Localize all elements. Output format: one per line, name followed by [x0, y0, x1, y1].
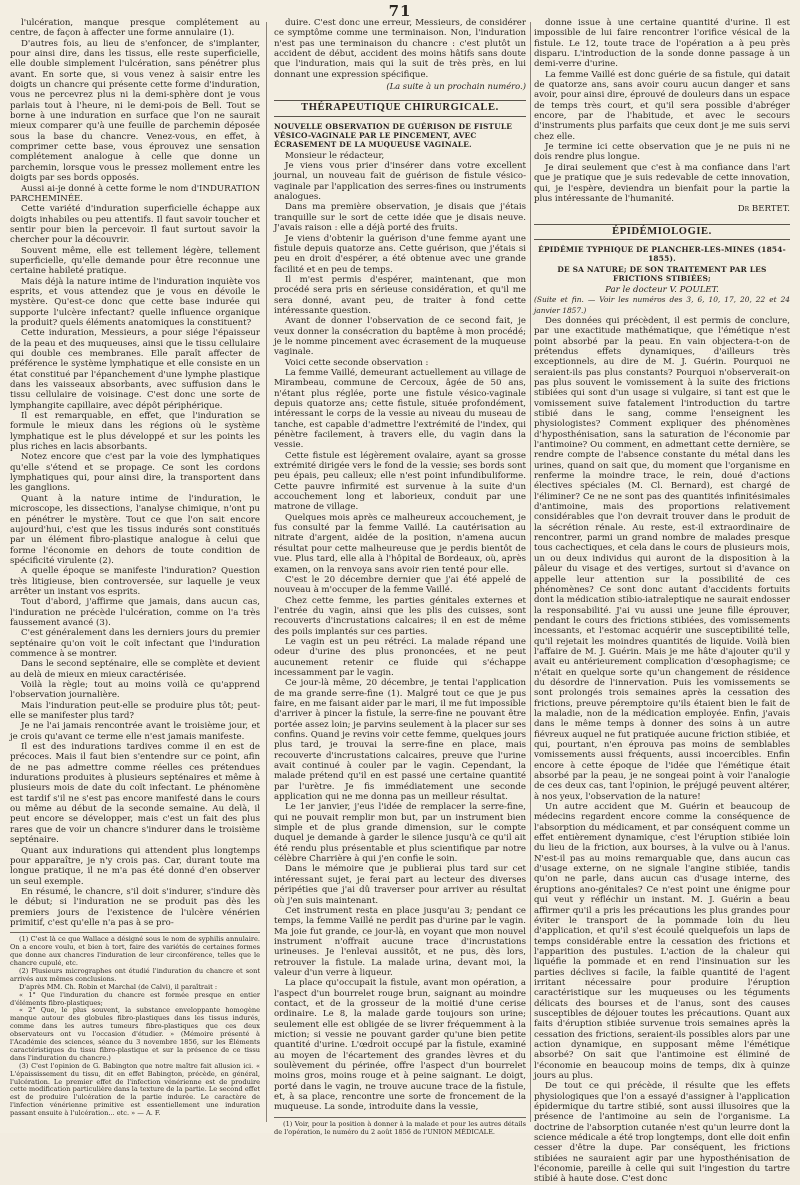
paragraph: Je viens vous prier d'insérer dans votre excellent journal, un nouveau fait de guérison de fistule vésico-vaginale par l'application des serres-fines ou instruments analogues.	[274, 161, 526, 203]
paragraph: Souvent même, elle est tellement légère, tellement superficielle, qu'elle demande pour être reconnue une certaine habileté pratique.	[10, 245, 260, 277]
paragraph: Tout d'abord, j'affirme que jamais, dans aucun cas, l'induration ne précède l'ulcération, comme on l'a très faussement avancé (3).	[10, 597, 260, 628]
footnote: (1) C'est là ce que Wallace a désigné sous le nom de syphilis annulaire. On a encore voulu, et bien à tort, faire des variétés de certaines formes que donne aux chancres l'induration de leur circonférence, telles que le chancre cupulé, etc.	[10, 935, 260, 967]
paragraph: C'est généralement dans les derniers jours du premier septénaire qu'on voit le coït infectant que l'induration commence à se montrer.	[10, 628, 260, 659]
paragraph: Dans le second septénaire, elle se complète et devient au delà de mieux en mieux caractérisée.	[10, 659, 260, 680]
article-byline: Par le docteur V. POULET.	[605, 284, 719, 295]
paragraph: La femme Vaillé est donc guérie de sa fistule, qui datait de quatorze ans, sans avoir couru aucun danger et sans avoir, pour ainsi dire, éprouvé de douleurs dans un espace de temps très court, et qu'il sera possible d'abréger encore, par de l'habitude, et avec le secours d'instruments plus parfaits que ceux dont je me suis servi chez elle.	[534, 69, 790, 142]
footnote: « 2° Que, le plus souvent, la substance enveloppante homogène manque autour des globules fibro-plastiques dans les tissus indurés, comme dans les autres tumeurs fibro-plastiques que ces deux observateurs ont vu l'occasion d'étudier. » (Mémoire présenté à l'Académie des sciences, séance du 3 novembre 1856, sur les Éléments caractéristiques du tissu fibro-plastique et sur la présence de ce tissu dans l'induration du chancre.)	[10, 1006, 260, 1062]
footnote: (3) C'est l'opinion de G. Babington que notre maître fait allusion ici. « L'épaississement du tissu, dit en effet Babington, précède, en général, l'ulcération. Le premier effet de l'infection vénérienne est de produire cette modification particulière dans la texture de la partie. Le second effet est de produire l'ulcération de la partie indurée. Le caractère de l'infection vénérienne primitive est essentiellement une induration passant ensuite à l'ulcération... etc. » — A. F.	[10, 1061, 260, 1118]
continued-paragraph: duire. C'est donc une erreur, Messieurs, de considérer ce symptôme comme une terminaison. Non, l'induration n'est pas une terminaison du chancre : c'est plutôt un accident de début, accident des moins hâtifs sans doute que l'induration, mais qui la suit de très près, en lui donnant une expression spécifique.	[274, 18, 526, 80]
col1-footnotes	[10, 936, 260, 1118]
paragraph: l'ulcération, manque presque complétement au centre, de façon à affecter une forme annulaire (1).	[10, 18, 260, 39]
to-be-continued-note: (La suite à un prochain numéro.)	[386, 81, 526, 92]
paragraph: Quant aux indurations qui attendent plus longtemps pour apparaître, je n'y crois pas. Car, durant toute ma longue pratique, il ne m'a pas été donné d'en observer un seul exemple.	[10, 845, 260, 887]
footnote-rule	[10, 932, 260, 933]
column-middle	[274, 18, 526, 1136]
article-subtitle: DE SA NATURE; DE SON TRAITEMENT PAR LES FRICTIONS STIBIÉES;	[557, 264, 767, 283]
paragraph: Je viens d'obtenir la guérison d'une femme ayant une fistule depuis quatorze ans. Cette guérison, que j'étais si peu en droit d'espérer, a été obtenue avec une grande facilité et en peu de temps.	[274, 233, 526, 275]
paragraph: La femme Vaillé, demeurant actuellement au village de Mirambeau, commune de Cercoux, âgée de 50 ans, n'étant plus réglée, porte une fistule vésico-vaginale depuis quatorze ans; cette fistule, située profondément, intéressant le corps de la vessie au niveau du museau de tanche, est capable d'admettre l'extrémité de l'index, qui pénètre facilement, à travers elle, du vagin dans la vessie.	[274, 367, 526, 451]
paragraph: Le vagin est un peu rétréci. La malade répand une odeur d'urine des plus prononcées, et ne peut aucunement retenir ce fluide qui s'échappe incessamment par le vagin.	[274, 636, 526, 678]
paragraph: C'est le 20 décembre dernier que j'ai été appelé de nouveau à m'occuper de la femme Vaillé.	[274, 574, 526, 596]
paragraph: Avant de donner l'observation de ce second fait, je veux donner la consécration du baptême à mon procédé; je le nomme pincement avec écrasement de la muqueuse vaginale.	[274, 316, 526, 358]
column-right	[534, 18, 790, 1185]
paragraph: Cette fistule est légèrement ovalaire, ayant sa grosse extrémité dirigée vers le fond de la vessie; ses bords sont peu épais, peu calleux; elle n'est point infundibuliforme. Cette pauvre infirmité est survenue à la suite d'un accouchement long et laborieux, conduit par une matrone de village.	[274, 450, 526, 513]
paragraph: Quelques mois après ce malheureux accouchement, je fus consulté par la femme Vaillé. La cautérisation au nitrate d'argent, aidée de la position, n'amena aucun résultat pour cette malheureuse que je perdis bientôt de vue. Plus tard, elle alla à l'hôpital de Bordeaux, où, après examen, on la renvoya sans avoir rien tenté pour elle.	[274, 512, 526, 575]
paragraph: D'autres fois, au lieu de s'enfoncer, de s'implanter, pour ainsi dire, dans les tissus, elle reste superficielle, elle double simplement l'ulcération, sans pénétrer plus avant. En sorte que, si vous venez à saisir entre les doigts un chancre qui présente cette forme d'induration, vous ne percevrez plus ni la demi-sphère dont je vous parlais tout à l'heure, ni le demi-pois de Bell. Tout se borne à une induration en surface que l'on ne saurait mieux comparer qu'à une feuille de parchemin déposée sous la base du chancre. Venez-vous, en effet, à comprimer cette base, vous éprouvez une sensation complétement analogue à celle que donne un parchemin, lorsque vous le pressez mollement entre les doigts par ses bords opposés.	[10, 38, 260, 184]
footnote: « 1° Que l'induration du chancre est formée presque en entier d'éléments fibro-plastiques;	[10, 990, 260, 1007]
paragraph: Notez encore que c'est par la voie des lymphatiques qu'elle s'étend et se propage. Ce sont les cordons lymphatiques qui, pour ainsi dire, la transportent dans les ganglions.	[10, 452, 260, 494]
footnote: D'après MM. Ch. Robin et Marchal (de Calvi), il paraîtrait :	[19, 982, 218, 991]
paragraph: Je dirai seulement que c'est à ma confiance dans l'art que je pratique que je suis redevable de cette innovation, qui, je l'espère, deviendra un bienfait pour la partie la plus intéressante de l'humanité.	[534, 162, 790, 204]
paragraph: Dans le mémoire que je publierai plus tard sur cet intéressant sujet, je ferai part au lecteur des diverses péripéties que j'ai dû traverser pour arriver au résultat où j'en suis maintenant.	[274, 864, 526, 906]
paragraph: Voilà la règle; tout au moins voilà ce qu'apprend l'observation journalière.	[10, 680, 260, 701]
article-title-epidemie: ÉPIDÉMIE TYPHIQUE DE PLANCHER-LES-MINES (1854-1855).	[538, 244, 786, 263]
column-rule	[266, 22, 267, 1122]
col2-footnote: (1) Voir, pour la position à donner à la malade et pour les autres détails de l'opération, le numéro du 2 août 1856 de l'UNION MÉDICALE.	[274, 1119, 526, 1136]
footnote: (2) Plusieurs micrographes ont étudié l'induration du chancre et sont arrivés aux mêmes conclusions.	[10, 966, 260, 983]
col3-body	[534, 316, 790, 1185]
continuation-note: (Suite et fin. — Voir les numéros des 3, 6, 10, 17, 20, 22 et 24 janvier 1857.)	[534, 295, 790, 315]
paragraph: Voici cette seconde observation :	[285, 357, 429, 368]
paragraph: Cette induration, Messieurs, a pour siége l'épaisseur de la peau et des muqueuses, ainsi que le tissu cellulaire qui double ces membranes. Elle paraît affecter de préférence le système lymphatique et elle consiste en un état constitué par l'épanchement d'une lymphe plastique dans les vaisseaux absorbants, avec suffusion dans le tissu cellulaire de voisinage. C'est donc une sorte de lymphangite capillaire, avec dépôt périphérique.	[10, 328, 260, 411]
paragraph: En résumé, le chancre, s'il doit s'indurer, s'indure dès le début; si l'induration ne se produit pas dès les premiers jours de l'existence de l'ulcère vénérien primitif, c'est qu'elle n'a pas à se pro-	[10, 886, 260, 928]
paragraph: Dans ma première observation, je disais que j'étais tranquille sur le sort de cette idée que je disais neuve. J'avais raison : elle a déjà porté des fruits.	[274, 202, 526, 234]
footnote-rule	[274, 1117, 526, 1118]
section-title-epidemiologie: ÉPIDÉMIOLOGIE.	[534, 224, 790, 240]
col2-body	[274, 151, 526, 1113]
paragraph: Il est des indurations tardives comme il en est de précoces. Mais il faut bien s'entendre sur ce point, afin de ne pas admettre comme réelles ces prétendues indurations produites à plusieurs septénaires et même à plusieurs mois de date du coït infectant. Le phénomène est tardif s'il ne s'est pas encore manifesté dans le cours ou même au début de la seconde semaine. Au delà, il peut encore se développer, mais c'est un fait des plus rares que de voir un chancre s'indurer dans le troisième septénaire.	[10, 742, 260, 846]
paragraph: Des données qui précèdent, il est permis de conclure, par une exactitude mathématique, que l'émétique n'est point absorbé par la peau. En vain objectera-t-on de prétendus effets dynamiques, d'ailleurs très exceptionnels, au dire de M. J. Guérin. Pourquoi ne seraient-ils pas plus constants? Pourquoi n'observerait-on pas plus souvent le vomissement à la suite des frictions stibiées qui sont d'un usage si vulgaire, si tant est que le vomissement suive fatalement l'introduction du tartre stibié dans le sang, comme l'enseignent les physiologistes? Comment expliquer des phénomènes d'hyposthénisation, sans la saturation de l'économie par l'antimoine? Ou comment, en admettant cette dernière, se rendre compte de l'absence constante du métal dans les urines, quand on sait que, du moment que l'organisme en renferme la moindre trace, le rein, doué d'actions électives spéciales (M. Cl. Bernard), est chargé de l'éliminer? Ce ne ne sont pas des quantités infinitésimales d'antimoine, mais des proportions relativement considérables que l'on devrait trouver dans le produit de la sécrétion rénale. Au reste, est-il extraordinaire de rencontrer, parmi un grand nombre de malades presque tous cachectiques, et cela dans le cours de plusieurs mois, un ou deux individus qui auront de la disposition à la pâleur du visage et des vertiges, surtout si d'avance on appelle leur attention sur la possibilité de ces phénomènes? Ce sont donc autant d'accidents fortuits dont la médication stibio-iatraleptique ne saurait endosser la responsabilité. J'ai vu aussi une jeune fille éprouver, pendant le cours des frictions stibiées, des vomissements incessants, et l'estomac acquérir une susceptibilité telle, qu'il rejetait les moindres quantités de liquide. Voilà bien l'affaire de M. J. Guérin. Mais je me hâte d'ajouter qu'il y avait eu antérieurement complication d'œsophagisme; ce n'était en quelque sorte qu'un changement de résidence du désordre de l'innervation. Puis les vomissements se sont prolongés trois semaines après la cessation des frictions, preuve péremptoire qu'ils étaient bien le fait de la maladie, non de la médication employée. Enfin, j'avais dans le même temps à donner des soins à un autre fiévreux auquel ne fut pratiquée aucune friction stibiée, et qui, pourtant, n'en éprouva pas moins de semblables vomissements aussi fréquents, aussi incoercibles. Enfin encore à cette époque de l'idée que l'émétique était absorbé par la peau, je ne songeai point à voir l'analogie de ces deux cas, tant l'opinion, le préjugé peuvent altérer, à nos yeux, l'observation de la nature!	[534, 315, 790, 802]
section-title-therapeutique: THÉRAPEUTIQUE CHIRURGICALE.	[274, 100, 526, 116]
paragraph: Ce jour-là même, 20 décembre, je tentai l'application de ma grande serre-fine (1). Malgré tout ce que je pus faire, en me faisant aider par le mari, il me fut impossible d'arriver à pincer la fistule, la serre-fine ne pouvant être portée assez loin; je parvins seulement à la placer sur ses confins. Quand je revins voir cette femme, quelques jours plus tard, je trouvai la serre-fine en place, mais recouverte d'incrustations calcaires, preuve que l'urine avait continué à couler par le vagin. Cependant, la malade prétend qu'il en est passé une certaine quantité par l'urètre. Je fis immédiatement une seconde application qui ne me donna pas un meilleur résultat.	[274, 678, 526, 803]
paragraph: Je ne l'ai jamais rencontrée avant le troisième jour, et je crois qu'avant ce terme elle n'est jamais manifeste.	[10, 721, 260, 742]
paragraph: Le 1er janvier, j'eus l'idée de remplacer la serre-fine, qui ne pouvait remplir mon but, par un instrument bien simple et de plus grande dimension, sur le compte duquel je demande à garder le silence jusqu'à ce qu'il ait été rendu plus présentable et plus scientifique par notre célèbre Charrière à qui j'en confie le soin.	[274, 802, 526, 865]
paragraph: Mais déjà la nature intime de l'induration inquiète vos esprits, et vous attendez que je vous en dévoile le mystère. Qu'est-ce donc que cette base indurée qui supporte l'ulcère infectant? quelle influence organique la produit? quels éléments anatomiques la constituent?	[10, 276, 260, 328]
paragraph: Quant à la nature intime de l'induration, le microscope, les dissections, l'analyse chimique, n'ont pu en pénétrer le mystère. Tout ce que l'on sait encore aujourd'hui, c'est que les tissus indurés sont constitués par un élément fibro-plastique analogue à celui que forme l'économie en dehors de toute condition de spécificité virulente (2).	[10, 493, 260, 566]
col3-intro	[534, 18, 790, 204]
paragraph: Cette variété d'induration superficielle échappe aux doigts inhabiles ou peu attentifs. Il faut savoir toucher et sentir pour bien la percevoir. Il faut surtout savoir la chercher pour la découvrir.	[10, 204, 260, 246]
paragraph: Il m'est permis d'espérer, maintenant, que mon procédé sera pris en sérieuse considération, et qu'il me sera donné, avant peu, de traiter à fond cette intéressante question.	[274, 274, 526, 316]
paragraph: Il est remarquable, en effet, que l'induration se formule le mieux dans les régions où le système lymphatique est le plus développé et sur les points les plus riches en lacis absorbants.	[10, 411, 260, 453]
paragraph: Aussi ai-je donné à cette forme le nom d'INDURATION PARCHEMINÉE.	[10, 183, 260, 204]
paragraph: Monsieur le rédacteur,	[285, 150, 385, 161]
paragraph: Chez cette femme, les parties génitales externes et l'entrée du vagin, ainsi que les plis des cuisses, sont recouverts d'incrustations calcaires; il en est de même des poils implantés sur ces parties.	[274, 595, 526, 637]
paragraph: Cet instrument resta en place jusqu'au 3; pendant ce temps, la femme Vaillé ne perdit pas d'urine par le vagin. Ma joie fut grande, ce jour-là, en voyant que mon nouvel instrument n'offrait aucune trace d'incrustations urineuses. Je l'enlevai aussitôt, et ne pus, dès lors, retrouver la fistule. La malade urina, devant moi, la valeur d'un verre à liqueur.	[274, 905, 526, 978]
paragraph: A quelle époque se manifeste l'induration? Question très litigieuse, bien controversée, sur laquelle je veux arrêter un instant vos esprits.	[10, 566, 260, 597]
paragraph: Je termine ici cette observation que je ne puis ni ne dois rendre plus longue.	[534, 142, 790, 163]
page-number: 71	[388, 2, 412, 20]
paragraph: La place qu'occupait la fistule, avant mon opération, a l'aspect d'un bourrelet rouge brun, saignant au moindre contact, et de la grosseur de la moitié d'une cerise ordinaire. Le 8, la malade garde toujours son urine; seulement elle est obligée de se livrer fréquemment à la miction; si vessie ne pouvant garder qu'une bien petite quantité d'urine. L'œdroit occupé par la fistule, examiné au moyen de l'écartement des grandes lèvres et du soulèvement du périnée, offre l'aspect d'un bourrelet moins gros, moins rouge et à peine saignant. Le doigt, porté dans le vagin, ne trouve aucune trace de la fistule, et, à sa place, rencontre une sorte de froncement de la muqueuse. La sonde, introduite dans la vessie,	[274, 978, 526, 1113]
paragraph: Un autre accident que M. Guérin et beaucoup de médecins regardent encore comme la conséquence de l'absorption du médicament, et par conséquent comme un effet entièrement dynamique, c'est l'éruption stibiée loin du lieu de la friction, aux bourses, à la vulve ou à l'anus. N'est-il pas au moins remarquable que, dans aucun cas d'usage externe, on ne signale l'angine stibiée, tandis qu'on ne parle, dans aucun cas d'usage interne, des éruptions ano-génitales? Ce n'est point une énigme pour qui veut y réfléchir un instant. M. J. Guérin a beau affirmer qu'il a pris les précautions les plus grandes pour éviter le transport de la pommade loin du lieu d'application, et qu'il s'est écoulé quelquefois un laps de temps considérable entre la cessation des frictions et l'apparition des pustules. L'action de la chaleur qui liquéfie la pommade et en rend l'insinuation sur les parties déclives si facile, la faible quantité de l'agent irritant nécessaire pour produire l'éruption caractéristique sur les muqueuses ou les téguments délicats des bourses et de l'anus, sont des causes susceptibles de déjouer toutes les précautions. Quant aux faits d'éruption stibiée survenue trois semaines après la cessation des frictions, seraient-ils possibles alors par une action dynamique, en supposant même l'émétique absorbé? On sait que l'antimoine est éliminé de l'économie en beaucoup moins de temps, dix à quinze jours au plus.	[534, 802, 790, 1081]
col1-body	[10, 18, 260, 928]
column-rule	[530, 22, 531, 1122]
paragraph: De tout ce qui précède, il résulte que les effets physiologiques que l'on a essayé d'assigner à l'application épidermique du tartre stibié, sont aussi illusoires que la présence de l'antimoine au sein de l'organisme. La doctrine de l'absorption cutanée n'est qu'un leurre dont la science médicale a été trop longtemps, dont elle doit enfin cesser d'être la dupe. Par conséquent, les frictions stibiées ne sauraient agir par une hyposthénisation de l'économie, pareille à celle qui suit l'ingestion du tartre stibié à haute dose. C'est donc	[534, 1081, 790, 1185]
article-title-fistule: NOUVELLE OBSERVATION DE GUÉRISON DE FISTULE VÉSICO-VAGINALE PAR LE PINCEMENT, AVEC ÉCRASEMENT DE LA MUQUEUSE VAGINALE.	[274, 121, 513, 149]
paragraph: Mais l'induration peut-elle se produire plus tôt; peut-elle se manifester plus tard?	[10, 700, 260, 722]
author-signature: Dr BERTET.	[737, 204, 790, 215]
paragraph: donne issue à une certaine quantité d'urine. Il est impossible de lui faire rencontrer l'orifice vésical de la fistule. Le 12, toute trace de l'opération a à peu près disparu. L'introduction de la sonde donne passage à un demi-verre d'urine.	[534, 18, 790, 70]
column-left	[10, 18, 260, 1130]
